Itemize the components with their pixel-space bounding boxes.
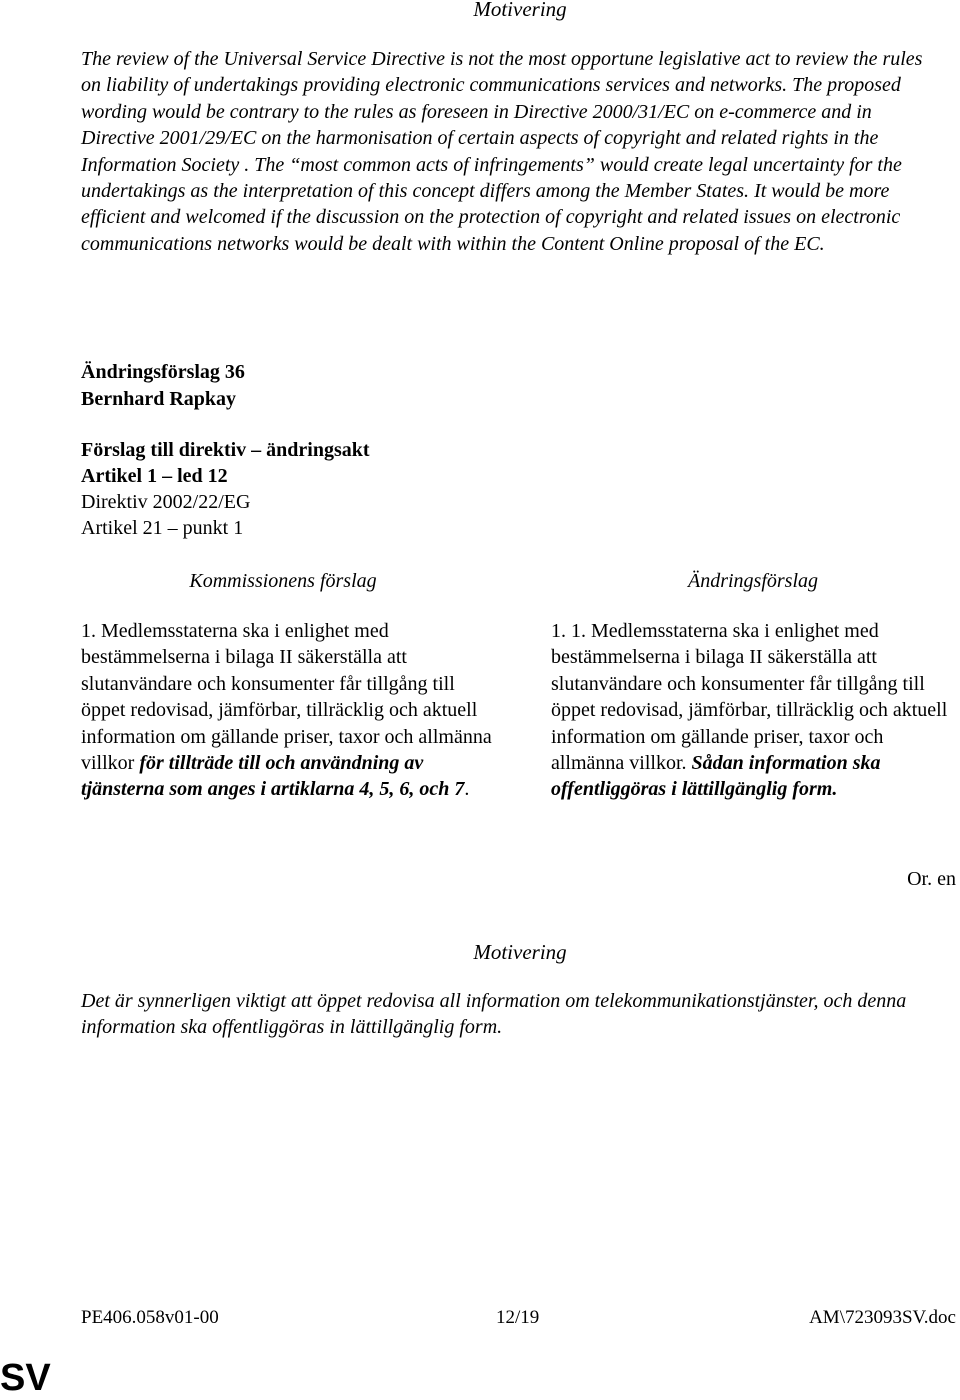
proposal-title: Förslag till direktiv – ändringsakt bbox=[81, 439, 370, 461]
commission-proposal-text bbox=[81, 618, 493, 803]
commission-text-plain: 1. Medlemsstaterna ska i enlighet med bestämmelserna i bilaga II säkerställa att slutanvändare och konsumenter får tillgång till öppet redovisad, jämförbar, tillräcklig och aktuell information om gällande priser, taxor och allmänna villkor bbox=[81, 620, 492, 775]
footer-document-reference: PE406.058v01-00 bbox=[81, 1307, 219, 1328]
amendment-text-plain: 1. 1. Medlemsstaterna ska i enlighet med bestämmelserna i bilaga II säkerställa att slutanvändare och konsumenter får tillgång till öppet redovisad, jämförbar, tillräcklig och aktuell information om gällande priser, taxor och allmänna villkor. bbox=[551, 620, 948, 775]
motivation-paragraph-bottom: Det är synnerligen viktigt att öppet redovisa all information om telekommunikationstjänster, och denna information ska offentliggöras in lättillgänglig form. bbox=[81, 990, 907, 1039]
original-language-label: Or. en bbox=[907, 868, 956, 890]
motivation-heading-bottom: Motivering bbox=[473, 940, 567, 964]
directive-reference: Direktiv 2002/22/EG bbox=[81, 491, 251, 513]
footer-page-number: 12/19 bbox=[496, 1307, 540, 1328]
motivation-text-quote: “most common acts of infringements” bbox=[289, 153, 595, 176]
amendment-heading: Ändringsförslag bbox=[687, 570, 819, 592]
commission-proposal-heading: Kommissionens förslag bbox=[189, 570, 377, 592]
amendment-text-emphasis: Sådan information ska offentliggöras i lättillgänglig form. bbox=[551, 752, 881, 801]
motivation-paragraph-top bbox=[81, 46, 941, 257]
language-tag: SV bbox=[0, 1357, 51, 1399]
footer-file-reference: AM\723093SV.doc bbox=[809, 1307, 956, 1328]
article-reference: Artikel 1 – led 12 bbox=[81, 465, 228, 487]
motivation-heading-top: Motivering bbox=[473, 0, 567, 21]
motivation-text-part-1: The review of the Universal Service Directive is not the most opportune legislative act to review the rules on liability of undertakings providing electronic communications services and networks. The proposed wording would be contrary to the rules as foreseen in Directive 2000/31/EC on e-commerce and in Directive 2001/29/EC on the harmonisation of certain aspects of copyright and related rights in the Information Society . The bbox=[81, 48, 923, 176]
motivation-text-part-2: would create legal uncertainty for the undertakings as the interpretation of this concept differs among the Member States. bbox=[81, 153, 902, 203]
amendment-author: Bernhard Rapkay bbox=[81, 388, 237, 410]
article-point-reference: Artikel 21 – punkt 1 bbox=[81, 517, 244, 539]
motivation-text-part-3: It would be more efficient and welcomed if the discussion on the protection of copyright and related issues on electronic communications networks would be dealt with within the Content Online proposal of the EC. bbox=[81, 180, 901, 255]
amendment-number: Ändringsförslag 36 bbox=[81, 361, 245, 383]
commission-text-end: . bbox=[464, 778, 470, 801]
commission-text-emphasis: för tillträde till och användning av tjänsterna som anges i artiklarna 4, 5, 6, och 7 bbox=[81, 752, 465, 801]
amendment-text bbox=[551, 618, 960, 803]
